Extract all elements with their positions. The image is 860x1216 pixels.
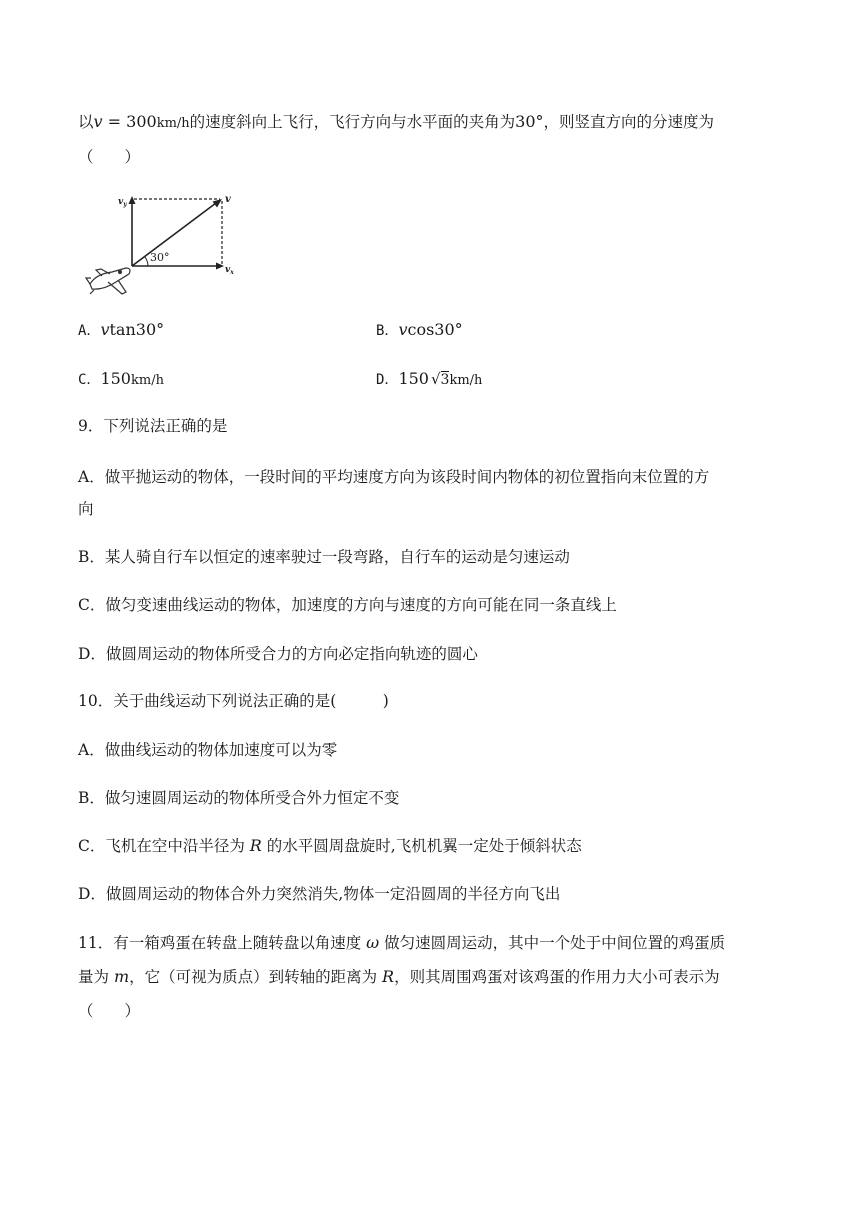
q10-stem: 10．关于曲线运动下列说法正确的是( )	[78, 692, 389, 710]
q8-option-a[interactable]: A．vtan30°	[78, 320, 165, 339]
q11-stem-line1: 11．有一箱鸡蛋在转盘上随转盘以角速度 ω 做匀速圆周运动，其中一个处于中间位置的鸡蛋质	[78, 933, 726, 952]
q10-option-a[interactable]: A．做曲线运动的物体加速度可以为零	[78, 741, 338, 759]
q8-option-b[interactable]: B．vcos30°	[376, 320, 463, 339]
angle-label: 30°	[150, 251, 170, 264]
airplane-icon	[86, 268, 130, 294]
label-vx: $v_x$	[225, 265, 234, 276]
q9-stem: 9．下列说法正确的是	[78, 417, 228, 435]
q8-stem-line1: 以v = 300km/h的速度斜向上飞行，飞行方向与水平面的夹角为30°，则竖直方向的分速度为	[78, 112, 715, 131]
q9-option-b[interactable]: B．某人骑自行车以恒定的速率驶过一段弯路，自行车的运动是匀速运动	[78, 548, 570, 566]
q9-option-a-line1[interactable]: A．做平抛运动的物体，一段时间的平均速度方向为该段时间内物体的初位置指向末位置的方	[78, 468, 710, 486]
q10-option-d[interactable]: D．做圆周运动的物体合外力突然消失,物体一定沿圆周的半径方向飞出	[78, 885, 561, 903]
q8-option-c[interactable]: C．150km/h	[78, 369, 164, 388]
q11-stem-line2: 量为 m，它（可视为质点）到转轴的距离为 R，则其周围鸡蛋对该鸡蛋的作用力大小可表示为	[78, 967, 720, 986]
label-v: v	[225, 194, 231, 205]
sqrt-radicand: 3	[440, 372, 450, 388]
angle-value: 30°	[515, 112, 544, 131]
label-vy: $v_y$	[118, 197, 127, 208]
q10-option-c[interactable]: C．飞机在空中沿半径为 R 的水平圆周盘旋时,飞机机翼一定处于倾斜状态	[78, 836, 582, 855]
velocity-symbol: v	[93, 112, 103, 131]
q9-option-a-line2[interactable]: 向	[78, 500, 94, 518]
q9-option-c[interactable]: C．做匀变速曲线运动的物体，加速度的方向与速度的方向可能在同一条直线上	[78, 596, 617, 614]
q8-option-d[interactable]: D．150 √3km/h	[376, 369, 483, 388]
velocity-decomposition-figure	[82, 186, 242, 301]
q9-option-d[interactable]: D．做圆周运动的物体所受合力的方向必定指向轨迹的圆心	[78, 645, 478, 663]
q10-option-b[interactable]: B．做匀速圆周运动的物体所受合外力恒定不变	[78, 789, 400, 807]
q11-blank: （ ）	[78, 1002, 141, 1020]
q8-blank: （ ）	[78, 148, 141, 166]
